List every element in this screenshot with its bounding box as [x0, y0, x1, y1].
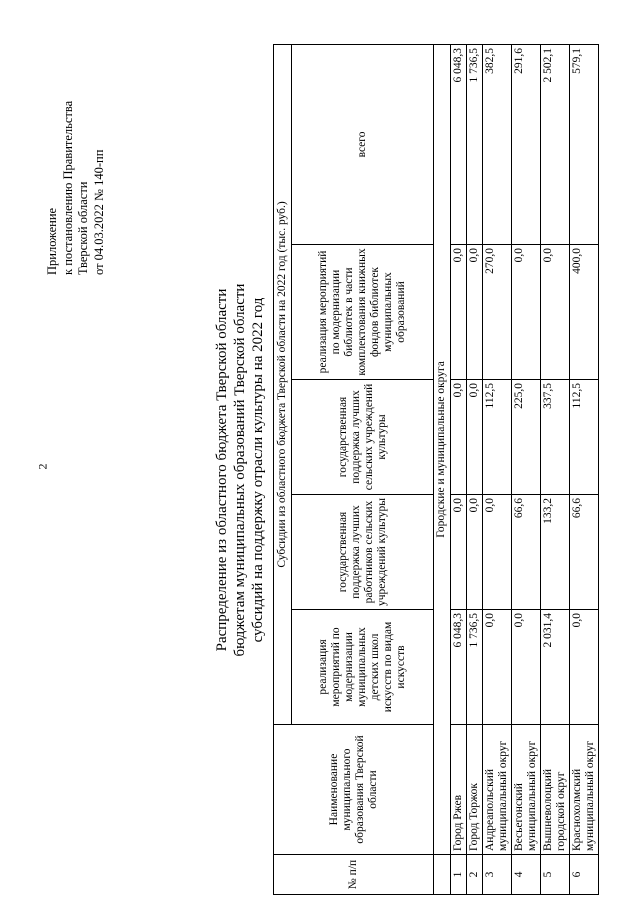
- header-num: № п/п: [274, 855, 434, 895]
- row-value-libraries: 0,0: [512, 245, 541, 380]
- table-row: [512, 44, 541, 894]
- row-value-total: 2 502,1: [541, 44, 570, 244]
- document-title: [213, 45, 267, 895]
- row-name: Город Торжок: [467, 725, 483, 855]
- table-row: [451, 44, 467, 894]
- row-value-schools: 0,0: [483, 610, 512, 725]
- row-name: Вышневолоцкий городской округ: [541, 725, 570, 855]
- row-value-institutions: 0,0: [451, 380, 467, 495]
- row-value-schools: 0,0: [570, 610, 599, 725]
- row-value-workers: 133,2: [541, 495, 570, 610]
- row-value-workers: 0,0: [467, 495, 483, 610]
- row-number: 1: [451, 855, 467, 895]
- row-value-institutions: 112,5: [483, 380, 512, 495]
- row-value-institutions: 0,0: [467, 380, 483, 495]
- row-value-libraries: 0,0: [541, 245, 570, 380]
- row-number: 2: [467, 855, 483, 895]
- row-name: Весьегонский муниципальный округ: [512, 725, 541, 855]
- row-value-institutions: 337,5: [541, 380, 570, 495]
- row-name: Краснохолмский муниципальный округ: [570, 725, 599, 855]
- table-row: [483, 44, 512, 894]
- row-value-libraries: 400,0: [570, 245, 599, 380]
- row-value-schools: 2 031,4: [541, 610, 570, 725]
- appendix-line-2: к постановлению Правительства: [60, 100, 75, 275]
- header-col-workers: государственная поддержка лучших работников сельских учреждений культуры: [292, 495, 434, 610]
- subsidy-table: [273, 44, 599, 895]
- appendix-line-1: Приложение: [45, 207, 59, 275]
- title-line-2: бюджетам муниципальных образований Тверской области: [232, 283, 248, 657]
- header-total: всего: [292, 44, 434, 244]
- header-group: Субсидии из областного бюджета Тверской области на 2022 год (тыс. руб.): [274, 44, 292, 724]
- appendix-line-3: Тверской области: [76, 181, 90, 275]
- row-number: 6: [570, 855, 599, 895]
- header-col-schools: реализация мероприятий по модернизации муниципальных детских школ искусств по видам искусств: [292, 610, 434, 725]
- table-row: [570, 44, 599, 894]
- section-label: Городские и муниципальные округа: [434, 44, 451, 854]
- header-col-libraries: реализация мероприятий по модернизации библиотек в части комплектования книжных фондов библиотек муниципальных образований: [292, 245, 434, 380]
- row-value-total: 1 736,5: [467, 44, 483, 244]
- title-line-1: Распределение из областного бюджета Тверской области: [214, 288, 230, 652]
- row-value-workers: 0,0: [483, 495, 512, 610]
- title-line-3: субсидий на поддержку отрасли культуры на 2022 год: [250, 297, 266, 643]
- rotated-page-content: [45, 45, 605, 895]
- row-value-libraries: 270,0: [483, 245, 512, 380]
- page-number: 2: [35, 463, 50, 470]
- appendix-block: [45, 101, 107, 275]
- table-row: [467, 44, 483, 894]
- row-number: 3: [483, 855, 512, 895]
- header-name: Наименование муниципального образования Тверской области: [274, 725, 434, 855]
- row-value-total: 579,1: [570, 44, 599, 244]
- row-value-schools: 1 736,5: [467, 610, 483, 725]
- row-name: Андреапольский муниципальный округ: [483, 725, 512, 855]
- table-row: [541, 44, 570, 894]
- row-value-total: 382,5: [483, 44, 512, 244]
- row-value-schools: 6 048,3: [451, 610, 467, 725]
- row-name: Город Ржев: [451, 725, 467, 855]
- row-value-libraries: 0,0: [467, 245, 483, 380]
- row-value-total: 6 048,3: [451, 44, 467, 244]
- section-spacer: [434, 855, 451, 895]
- row-value-workers: 66,6: [512, 495, 541, 610]
- row-value-libraries: 0,0: [451, 245, 467, 380]
- row-value-institutions: 112,5: [570, 380, 599, 495]
- row-value-schools: 0,0: [512, 610, 541, 725]
- row-value-workers: 66,6: [570, 495, 599, 610]
- row-number: 4: [512, 855, 541, 895]
- header-col-institutions: государственная поддержка лучших сельских учреждений культуры: [292, 380, 434, 495]
- row-number: 5: [541, 855, 570, 895]
- row-value-total: 291,6: [512, 44, 541, 244]
- appendix-line-4: от 04.03.2022 № 140-пп: [91, 149, 106, 275]
- row-value-institutions: 225,0: [512, 380, 541, 495]
- row-value-workers: 0,0: [451, 495, 467, 610]
